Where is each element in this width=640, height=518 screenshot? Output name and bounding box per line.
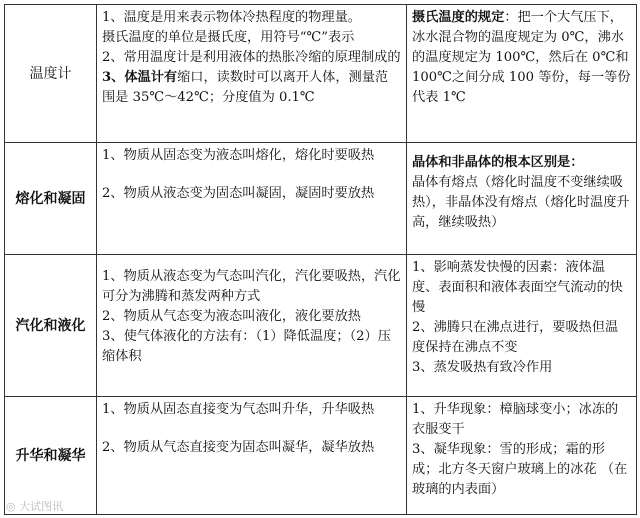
text-line: 1、温度是用来表示物体冷热程度的物理量。 bbox=[102, 10, 361, 25]
text-line: 1、升华现象：樟脑球变小；冰冻的衣服变干 bbox=[412, 402, 619, 437]
watermark-text: 大试图讯 bbox=[19, 500, 64, 513]
row-label bbox=[5, 397, 97, 515]
text-line: 2、物质从气态直接变为固态叫凝华，凝华放热 bbox=[102, 440, 375, 455]
note-cell bbox=[407, 5, 637, 143]
row-label-text: 升华和凝华 bbox=[15, 447, 86, 464]
definition-cell bbox=[97, 397, 407, 515]
definition-cell bbox=[97, 255, 407, 397]
text-rest: 缩口，读数时可以离开人体，测量范围是 35℃～42℃；分度值为 0.1℃ bbox=[102, 70, 389, 105]
text-line: 1、物质从固态变为液态叫熔化，熔化时要吸热 bbox=[102, 148, 375, 163]
text-line: 3、凝华现象：雪的形成；霜的形成；北方冬天窗户玻璃上的冰花 （在玻璃的内表面） bbox=[412, 442, 628, 497]
watermark-icon: ◎ bbox=[6, 500, 20, 513]
text-line: 2、物质从液态变为固态叫凝固，凝固时要放热 bbox=[102, 186, 375, 201]
definition-cell bbox=[97, 143, 407, 255]
text-line: 2、常用温度计是利用液体的热胀冷缩的原理制成的 bbox=[102, 50, 401, 65]
text-line: 3、使气体液化的方法有：（1）降低温度；（2）压缩体积 bbox=[102, 329, 391, 364]
text-line: 晶体和非晶体的根本区别是： bbox=[412, 155, 584, 170]
text-line: 3、蒸发吸热有致冷作用 bbox=[412, 360, 553, 375]
text-line: 2、沸腾只在沸点进行，要吸热但温度保持在沸点不变 bbox=[412, 320, 619, 355]
note-cell bbox=[407, 143, 637, 255]
watermark bbox=[6, 498, 63, 514]
row-label bbox=[5, 5, 97, 143]
text-line: 晶体有熔点（熔化时温度不变继续吸热），非晶体没有熔点（熔化时温度升高，继续吸热） bbox=[412, 175, 630, 230]
note-cell bbox=[407, 397, 637, 515]
row-label-text: 汽化和液化 bbox=[15, 317, 86, 334]
note-cell bbox=[407, 255, 637, 397]
text-rest: ：把一个大气压下，冰水混合物的温度规定为 0℃，沸水的温度规定为 100℃，然后在 0℃和 100℃之间分成 100 等份，每一等份代表 1℃ bbox=[412, 10, 631, 105]
bold-lead: 摄氏温度的规定 bbox=[412, 10, 505, 25]
bold-lead: 3、体温计有 bbox=[102, 70, 178, 85]
table-row bbox=[5, 255, 637, 397]
text-line: 2、物质从气态变为液态叫液化，液化要放热 bbox=[102, 309, 361, 324]
definition-cell bbox=[97, 5, 407, 143]
physics-summary-table bbox=[4, 4, 637, 515]
table-row bbox=[5, 5, 637, 143]
text-line: 1、物质从固态直接变为气态叫升华，升华吸热 bbox=[102, 402, 375, 417]
row-label-text: 温度计 bbox=[29, 65, 72, 82]
text-line: 1、物质从液态变为气态叫汽化，汽化要吸热，汽化可分为沸腾和蒸发两种方式 bbox=[102, 269, 401, 304]
table-row bbox=[5, 143, 637, 255]
text-line: 摄氏温度的单位是摄氏度，用符号“℃”表示 bbox=[102, 30, 355, 45]
table-row bbox=[5, 397, 637, 515]
text-line: 1、影响蒸发快慢的因素：液体温度、表面积和液体表面空气流动的快慢 bbox=[412, 260, 623, 315]
row-label bbox=[5, 143, 97, 255]
text-line bbox=[412, 8, 631, 108]
row-label bbox=[5, 255, 97, 397]
row-label-text: 熔化和凝固 bbox=[15, 190, 86, 207]
text-line bbox=[102, 68, 401, 108]
